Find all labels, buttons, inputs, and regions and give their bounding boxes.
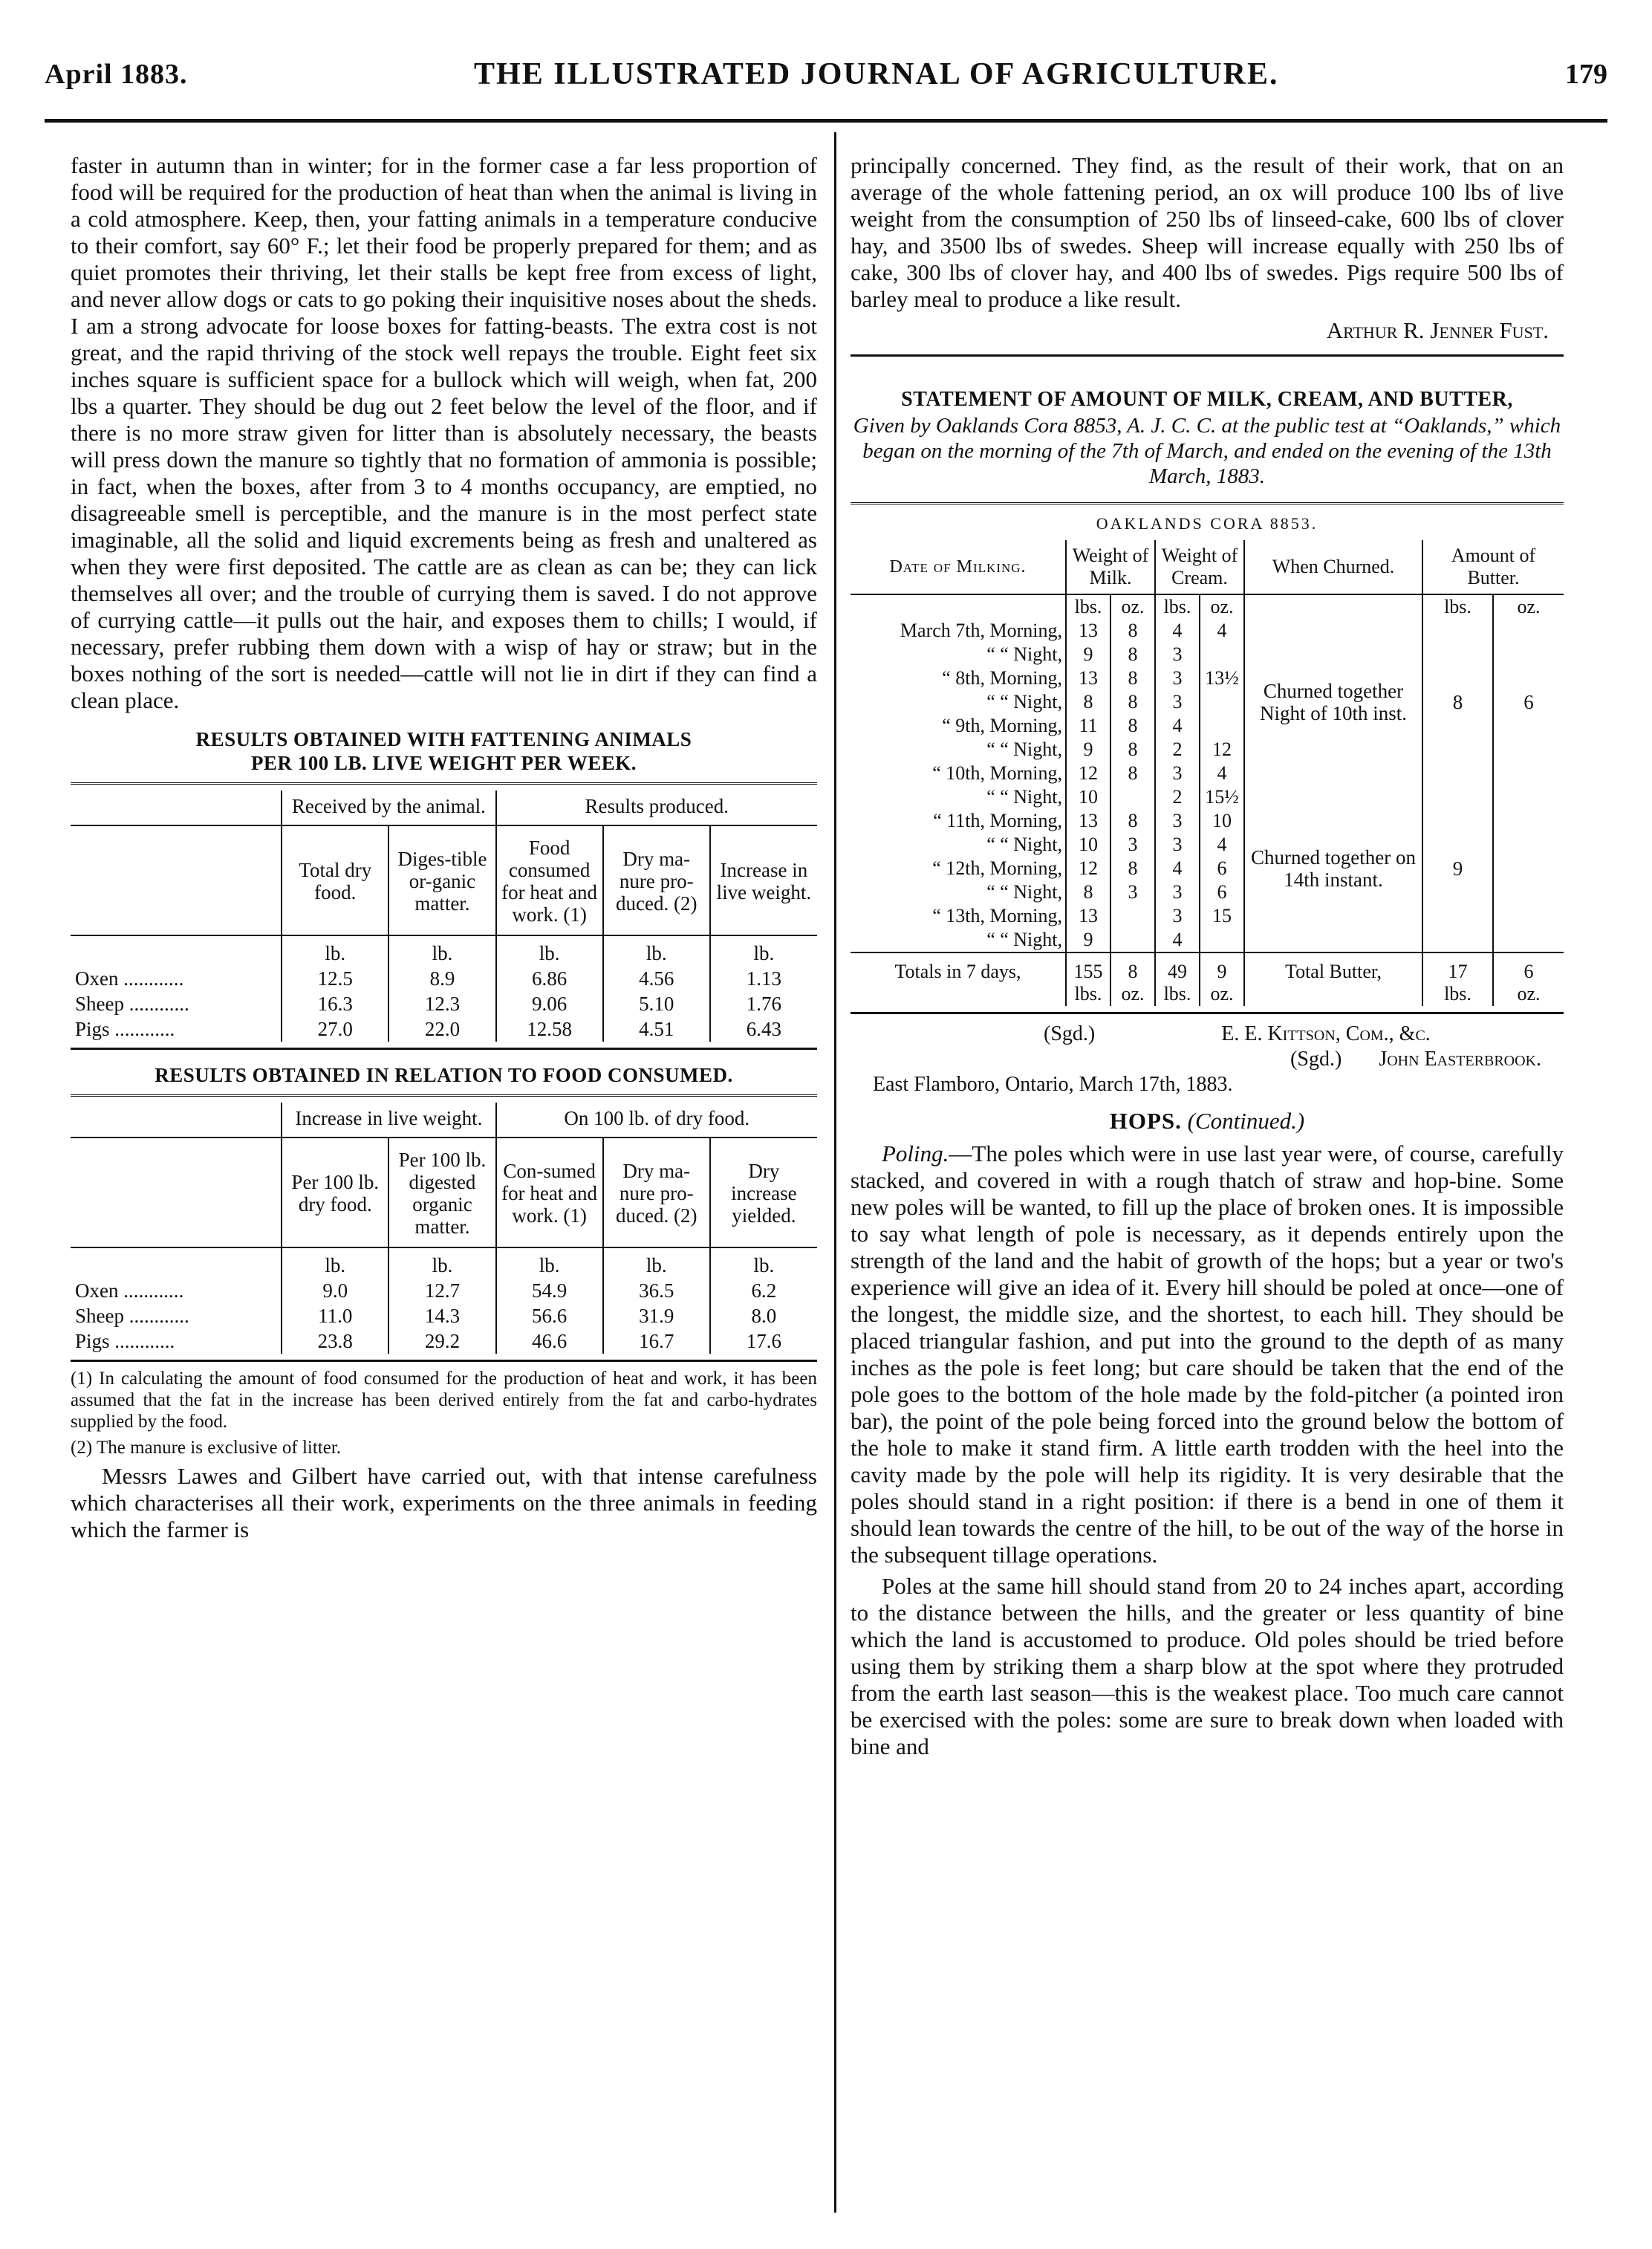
table-cell: 10 (1200, 809, 1244, 833)
table-cell: 4.51 (603, 1016, 710, 1042)
table-cell (1110, 928, 1155, 953)
table-cell: 3 (1155, 904, 1200, 928)
table-cell: 23.8 (282, 1328, 388, 1354)
table-corner (71, 1103, 282, 1138)
table-cell (1200, 643, 1244, 666)
table-cell: 54.9 (496, 1278, 603, 1303)
cow-name: OAKLANDS CORA 8853. (1096, 514, 1318, 533)
table-cell: 4 (1200, 762, 1244, 785)
table1-title (71, 727, 817, 775)
table-cell: 3 (1155, 690, 1200, 714)
table-cell: 4 (1155, 714, 1200, 738)
table-cell: 12.3 (388, 991, 495, 1016)
column-header: Amount of Butter. (1422, 540, 1564, 594)
table-row (71, 991, 817, 1016)
table-cell: 9 (1066, 738, 1110, 762)
unit-cell: oz. (1200, 594, 1244, 619)
milking-date: “ 12th, Morning, (932, 857, 1062, 879)
table-cell: 8 (1110, 643, 1155, 666)
unit-cell: lbs. (1066, 594, 1110, 619)
table-row (71, 1278, 817, 1303)
total-butter-oz: 6 oz. (1493, 953, 1564, 1006)
row-label: Oxen ............ (75, 1279, 184, 1302)
unit-cell: lbs. (1155, 594, 1200, 619)
table-cell: 4 (1200, 619, 1244, 643)
table-cell: 8 (1066, 690, 1110, 714)
table-cell: 8.9 (388, 966, 495, 991)
column-header: Con-sumed for heat and work. (1) (496, 1138, 603, 1247)
table-cell: 31.9 (603, 1303, 710, 1328)
table-cell: 8 (1110, 714, 1155, 738)
unit-row (851, 594, 1564, 619)
column-header: Date of Milking. (851, 540, 1066, 594)
table-cell: 6.2 (710, 1278, 817, 1303)
unit-cell: lb. (603, 935, 710, 966)
milking-date: “ “ Night, (986, 929, 1062, 950)
right-column (851, 152, 1564, 1765)
table-cell: 17.6 (710, 1328, 817, 1354)
table-cell: 9.06 (496, 991, 603, 1016)
table-cell: 15 (1200, 904, 1244, 928)
column-header: Per 100 lb. digested organic matter. (388, 1138, 495, 1247)
milking-date: “ 13th, Morning, (932, 905, 1062, 926)
table-cell: 6.43 (710, 1016, 817, 1042)
table-row (851, 785, 1564, 809)
place-date: East Flamboro, Ontario, March 17th, 1883. (873, 1073, 1233, 1096)
table-cell (1200, 690, 1244, 714)
table-cell: 12.5 (282, 966, 388, 991)
table-cell: 12.58 (496, 1016, 603, 1042)
table-corner (71, 825, 282, 935)
totals-row (851, 953, 1564, 1006)
signatory-name: E. E. Kittson, Com., &c. (1221, 1022, 1431, 1045)
table-cell: 8 (1110, 738, 1155, 762)
milk-statement-table (851, 540, 1564, 1006)
table-cell: 9.0 (282, 1278, 388, 1303)
table-cell: 6.86 (496, 966, 603, 991)
total-butter-lbs: 17 lbs. (1422, 953, 1493, 1006)
table-cell: 4 (1200, 833, 1244, 857)
table-cell: 14.3 (388, 1303, 495, 1328)
table-cell: 5.10 (603, 991, 710, 1016)
table-cell: 27.0 (282, 1016, 388, 1042)
table-cell: 9 (1066, 643, 1110, 666)
group-header: Received by the animal. (282, 791, 495, 825)
table-cell: 4 (1155, 928, 1200, 953)
milk-table-bottom-rule (851, 1012, 1564, 1014)
table-cell: 6 (1200, 857, 1244, 880)
page-number: 179 (1565, 59, 1607, 90)
unit-row (71, 935, 817, 966)
table-cell: 12.7 (388, 1278, 495, 1303)
table-cell: 3 (1155, 762, 1200, 785)
table-cell: 8 (1110, 666, 1155, 690)
row-label: Oxen ............ (75, 967, 184, 990)
column-header: Diges-tible or-ganic matter. (388, 825, 495, 935)
table-cell: 3 (1155, 666, 1200, 690)
table-cell: 8 (1110, 857, 1155, 880)
running-header (45, 52, 1607, 97)
unit-cell: lb. (710, 1247, 817, 1278)
table-cell (1200, 928, 1244, 953)
body-paragraph: Messrs Lawes and Gilbert have carried out, with that intense carefulness which characterises all their work, experiments on the three animals in feeding which the farmer is (71, 1463, 817, 1542)
table-cell: 4.56 (603, 966, 710, 991)
table-cell: 3 (1155, 880, 1200, 904)
footnotes (71, 1368, 817, 1458)
table-cell: 12 (1066, 762, 1110, 785)
table-corner (71, 791, 282, 825)
left-column (71, 152, 817, 1548)
table-cell: 8 (1066, 880, 1110, 904)
body-paragraph: Poles at the same hill should stand from 20 to 24 inches apart, according to the distance between the hills, and the greater or less quantity of bine which the land is accustomed to produce. Old poles should be tried before using them by striking them a sharp blow at the spot where they protruded from the earth last season—this is the weakest place. Too much care cannot be exercised with the poles: some are sure to break down when loaded with bine and (851, 1573, 1564, 1759)
unit-cell: oz. (1110, 594, 1155, 619)
signatory-name: John Easterbrook. (1379, 1048, 1541, 1071)
total-milk-lbs: 155 lbs. (1066, 953, 1110, 1006)
table-cell: 8.0 (710, 1303, 817, 1328)
milking-date: “ “ Night, (986, 691, 1062, 713)
table-cell: 1.76 (710, 991, 817, 1016)
unit-cell: lb. (282, 935, 388, 966)
table-row (71, 1328, 817, 1354)
table-cell: 36.5 (603, 1278, 710, 1303)
column-header: Dry ma-nure pro-duced. (2) (603, 1138, 710, 1247)
milking-date: “ “ Night, (986, 739, 1062, 760)
total-cream-oz: 9 oz. (1200, 953, 1244, 1006)
table-cell: 10 (1066, 785, 1110, 809)
total-cream-lbs: 49 lbs. (1155, 953, 1200, 1006)
footnote-1: (1) In calculating the amount of food consumed for the production of heat and work, it has been assumed that the fat in the increase has been derived entirely from the fat and carbo-hydrates supplied by the food. (71, 1369, 817, 1432)
section-rule (851, 354, 1564, 357)
column-header: Dry increase yielded. (710, 1138, 817, 1247)
table-cell: 11 (1066, 714, 1110, 738)
hops-continued: (Continued.) (1187, 1108, 1305, 1134)
total-milk-oz: 8 oz. (1110, 953, 1155, 1006)
unit-cell: lbs. (1422, 594, 1493, 619)
group-header: Results produced. (496, 791, 817, 825)
fattening-results-table (71, 791, 817, 1042)
table-cell: 12 (1066, 857, 1110, 880)
table1-title-line2: PER 100 LB. LIVE WEIGHT PER WEEK. (250, 752, 637, 774)
table-cell: 8 (1110, 762, 1155, 785)
table-cell: 13 (1066, 809, 1110, 833)
milking-date: “ “ Night, (986, 786, 1062, 808)
table-cell: 4 (1155, 857, 1200, 880)
table-cell: 13½ (1200, 666, 1244, 690)
table1-top-rule (71, 782, 817, 785)
table-cell: 13 (1066, 619, 1110, 643)
table-cell: 8 (1110, 690, 1155, 714)
butter-lbs: 9 (1422, 785, 1493, 953)
churn-note: Churned together Night of 10th inst. (1244, 619, 1422, 785)
unit-cell: lb. (496, 1247, 603, 1278)
table2-title: RESULTS OBTAINED IN RELATION TO FOOD CONSUMED. (155, 1064, 733, 1086)
butter-oz: 6 (1493, 619, 1564, 785)
column-header: When Churned. (1244, 540, 1422, 594)
table-cell: 3 (1155, 833, 1200, 857)
table-corner (71, 1138, 282, 1247)
table-cell: 3 (1110, 880, 1155, 904)
milking-date: March 7th, Morning, (900, 620, 1062, 641)
unit-cell: lb. (496, 935, 603, 966)
column-header: Increase in live weight. (710, 825, 817, 935)
table-cell: 2 (1155, 738, 1200, 762)
signatures (851, 1022, 1564, 1097)
table-row (851, 619, 1564, 643)
unit-cell: lb. (388, 1247, 495, 1278)
row-label: Pigs ............ (75, 1018, 175, 1040)
table-cell: 13 (1066, 904, 1110, 928)
totals-label: Totals in 7 days, (851, 953, 1066, 1006)
footnote-2: (2) The manure is exclusive of litter. (71, 1438, 342, 1458)
table-cell: 8 (1110, 809, 1155, 833)
milking-date: “ “ Night, (986, 834, 1062, 855)
sgd-mark: (Sgd.) (1044, 1022, 1096, 1045)
table-cell: 16.7 (603, 1328, 710, 1354)
butter-lbs: 8 (1422, 619, 1493, 785)
unit-cell: lb. (282, 1247, 388, 1278)
table-row (71, 966, 817, 991)
table-cell: 2 (1155, 785, 1200, 809)
statement-rule (851, 502, 1564, 504)
row-label: Sheep ............ (75, 1305, 189, 1327)
table-cell: 3 (1155, 809, 1200, 833)
table-cell: 9 (1066, 928, 1110, 953)
table1-title-line1: RESULTS OBTAINED WITH FATTENING ANIMALS (195, 728, 692, 750)
milking-date: “ 11th, Morning, (933, 810, 1062, 831)
row-label: Sheep ............ (75, 993, 189, 1015)
butter-oz (1493, 785, 1564, 953)
sgd-mark: (Sgd.) (1290, 1048, 1342, 1071)
body-paragraph: Poling.—The poles which were in use last year were, of course, carefully stacked, and covered in with a rough thatch of straw and hop-bine. Some new poles will be wanted, to fill up the place of broken ones. It is impossible to say what length of pole is necessary, as it depends entirely upon the strength of the land and the habit of growth of the hops; but a year or two's experience will give an idea of it. Every hill should be poled at once—one of the longest, the middle size, and the shortest, to each hill. They should be placed triangular fashion, and put into the ground to the depth of as many inches as the pole is feet long; but care should be taken that the end of the pole goes to the bottom of the hole made by the fold-pitcher (a pointed iron bar), the point of the pole being forced into the ground below the bottom of the hole to make it stand firm. A little earth trodden with the heel into the cavity made by the pole will help its rigidity. It is very desirable that the poles should stand in a right position: if there is a bend in one of them it should lean towards the centre of the hill, to be out of the way of the horse in the subsequent tillage operations. (851, 1140, 1564, 1568)
table-cell: 46.6 (496, 1328, 603, 1354)
journal-title: THE ILLUSTRATED JOURNAL OF AGRICULTURE. (474, 57, 1279, 91)
table-cell (1110, 785, 1155, 809)
table-row (71, 1303, 817, 1328)
table-cell: 1.13 (710, 966, 817, 991)
milking-date: “ “ Night, (986, 881, 1062, 903)
table1-bottom-rule (71, 1048, 817, 1050)
header-rule (45, 119, 1607, 123)
column-header: Dry ma-nure pro-duced. (2) (603, 825, 710, 935)
column-divider (834, 132, 836, 2213)
table-cell: 22.0 (388, 1016, 495, 1042)
column-header: Weight of Milk. (1066, 540, 1155, 594)
milking-date: “ 8th, Morning, (942, 667, 1062, 689)
table-cell: 4 (1155, 619, 1200, 643)
unit-cell: lb. (388, 935, 495, 966)
table-cell: 10 (1066, 833, 1110, 857)
table-cell: 13 (1066, 666, 1110, 690)
table-cell (1110, 904, 1155, 928)
table-row (71, 1016, 817, 1042)
table2-top-rule (71, 1094, 817, 1097)
total-butter-label: Total Butter, (1244, 953, 1422, 1006)
group-header: On 100 lb. of dry food. (496, 1103, 817, 1138)
column-header: Weight of Cream. (1155, 540, 1244, 594)
column-header: Food consumed for heat and work. (1) (496, 825, 603, 935)
food-consumed-table (71, 1103, 817, 1354)
hops-heading (851, 1108, 1564, 1135)
issue-date: April 1883. (45, 59, 188, 90)
table-cell: 12 (1200, 738, 1244, 762)
statement-title: STATEMENT OF AMOUNT OF MILK, CREAM, AND BUTTER, (901, 388, 1513, 411)
hops-title: HOPS. (1109, 1108, 1182, 1134)
unit-row (71, 1247, 817, 1278)
table-cell: 6 (1200, 880, 1244, 904)
milking-date: “ 9th, Morning, (942, 715, 1062, 736)
table-cell: 11.0 (282, 1303, 388, 1328)
statement-subtitle: Given by Oaklands Cora 8853, A. J. C. C. at the public test at “Oaklands,” which began on the morning of the 7th of March, and ended on the evening of the 13th March, 1883. (853, 414, 1561, 488)
milking-date: “ “ Night, (986, 643, 1062, 665)
row-label: Pigs ............ (75, 1330, 175, 1352)
table-cell: 15½ (1200, 785, 1244, 809)
unit-cell: oz. (1493, 594, 1564, 619)
table-cell (1200, 714, 1244, 738)
column-header: Total dry food. (282, 825, 388, 935)
table-cell: 8 (1110, 619, 1155, 643)
milking-date: “ 10th, Morning, (932, 762, 1062, 784)
unit-cell: lb. (710, 935, 817, 966)
group-header: Increase in live weight. (282, 1103, 495, 1138)
table-cell: 3 (1155, 643, 1200, 666)
table-cell: 56.6 (496, 1303, 603, 1328)
body-paragraph: principally concerned. They find, as the result of their work, that on an average of the whole fattening period, an ox will produce 100 lbs of live weight from the consumption of 250 lbs of linseed-cake, 600 lbs of clover hay, and 3500 lbs of swedes. Sheep will increase equally with 250 lbs of cake, 300 lbs of clover hay, and 400 lbs of swedes. Pigs require 500 lbs of barley meal to produce a like result. (851, 152, 1564, 312)
churn-note: Churned together on 14th instant. (1244, 785, 1422, 953)
column-header: Per 100 lb. dry food. (282, 1138, 388, 1247)
body-paragraph: faster in autumn than in winter; for in the former case a far less proportion of food will be required for the production of heat than when the animal is living in a cold atmosphere. Keep, then, your fatting animals in a temperature conducive to their comfort, say 60° F.; let their food be properly prepared for them; and as quiet promotes their thriving, let their stalls be kept free from excess of light, and never allow dogs or cats to go poking their inquisitive noses about the sheds. I am a strong advocate for loose boxes for fatting-beasts. The extra cost is not great, and the rapid thriving of the stock well repays the trouble. Eight feet six inches square is sufficient space for a bullock which will weigh, when fat, 200 lbs a quarter. They should be dug out 2 feet below the level of the floor, and if there is no more straw given for litter than is absolutely necessary, the beasts will press down the manure so tightly that no formation of ammonia is possible; in fact, when the boxes, after from 3 to 4 months occupancy, are emptied, no disagreeable smell is perceptible, and the manure is in the most perfect state imaginable, all the solid and liquid excrements being as fresh and unaltered as when they were first deposited. The cattle are as clean as can be; they can lick themselves all over; and the trouble of currying them is saved. I do not approve of currying cattle—it pulls out the hair, and exposes them to chills; I would, if necessary, prefer rubbing them down with a wisp of hay or straw; but in the boxes nothing of the sort is needed—cattle will not lie in dirt if they can find a clean place. (71, 152, 817, 713)
table-cell: 29.2 (388, 1328, 495, 1354)
run-in-heading: Poling. (882, 1140, 949, 1166)
author-signature: Arthur R. Jenner Fust. (1326, 317, 1549, 343)
table-cell: 16.3 (282, 991, 388, 1016)
table-cell: 3 (1110, 833, 1155, 857)
unit-cell: lb. (603, 1247, 710, 1278)
table2-bottom-rule (71, 1360, 817, 1362)
